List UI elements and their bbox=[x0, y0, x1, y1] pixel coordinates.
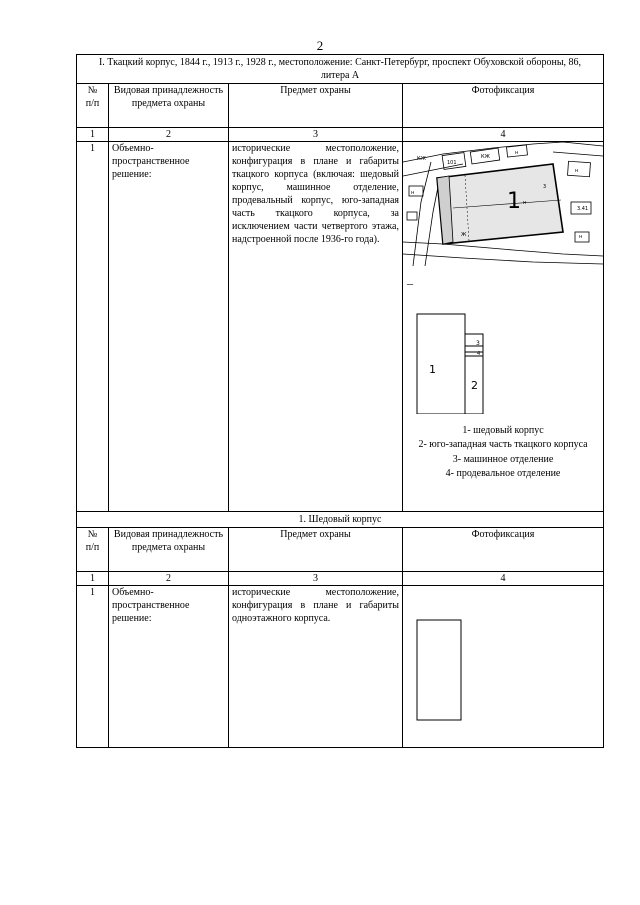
section1-colnum-row bbox=[77, 128, 604, 142]
photo-cell bbox=[403, 586, 604, 748]
section1-title: I. Ткацкий корпус, 1844 г., 1913 г., 1928 г., местоположение: Санкт-Петербург, проспект Обуховской обороны, 86, литера А bbox=[77, 55, 604, 84]
svg-text:3: 3 bbox=[543, 184, 547, 190]
scheme-label-1: 1 bbox=[429, 362, 436, 376]
legend-num: 1- bbox=[462, 424, 471, 436]
row-kind: Объемно-пространственное решение: bbox=[109, 142, 229, 512]
dash-mark: – bbox=[407, 276, 413, 290]
section2-data-row bbox=[77, 586, 604, 748]
row-num: 1 bbox=[77, 586, 109, 748]
svg-text:Ж: Ж bbox=[461, 232, 467, 238]
row-kind: Объемно-пространственное решение: bbox=[109, 586, 229, 748]
legend-num: 3- bbox=[452, 453, 462, 465]
map-building-label: 1 bbox=[507, 189, 521, 214]
legend-num: 4- bbox=[445, 468, 454, 480]
colnum: 2 bbox=[109, 128, 229, 142]
section1-data-row bbox=[77, 142, 604, 512]
header-photo: Фотофиксация bbox=[403, 84, 604, 128]
legend-text: шедовый корпус bbox=[473, 424, 544, 436]
header-num: № п/п bbox=[77, 528, 109, 572]
svg-text:3.41: 3.41 bbox=[577, 206, 589, 212]
header-kind: Видовая принадлежность предмета охраны bbox=[109, 84, 229, 128]
header-subject: Предмет охраны bbox=[229, 528, 403, 572]
site-plan-map bbox=[403, 142, 603, 266]
photo-cell bbox=[403, 142, 604, 512]
section2-title: 1. Шедовый корпус bbox=[77, 512, 604, 528]
colnum: 4 bbox=[403, 572, 604, 586]
section2-colnum-row bbox=[77, 572, 604, 586]
colnum: 2 bbox=[109, 572, 229, 586]
section1-header-row bbox=[77, 84, 604, 128]
colnum: 1 bbox=[77, 128, 109, 142]
section1-title-row bbox=[77, 55, 604, 84]
scheme-label-2: 2 bbox=[471, 378, 478, 392]
header-kind: Видовая принадлежность предмета охраны bbox=[109, 528, 229, 572]
building-scheme bbox=[403, 294, 603, 414]
section2-title-row bbox=[77, 512, 604, 528]
svg-text:н: н bbox=[579, 234, 583, 240]
colnum: 4 bbox=[403, 128, 604, 142]
shed-building-scheme bbox=[403, 606, 603, 736]
legend-item bbox=[403, 467, 603, 482]
row-subject: исторические местоположение, конфигурация в плане и габариты ткацкого корпуса (включая: шедовый корпус, машинное отделение, продевальный корпус, юго-западная часть ткацкого корпуса, за исключением части четвертого этажа, надстроенной после 1936-го года). bbox=[229, 142, 403, 512]
legend-item bbox=[403, 424, 603, 439]
legend-text: продевальное отделение bbox=[456, 468, 561, 480]
page-number: 2 bbox=[316, 38, 324, 53]
svg-text:н: н bbox=[575, 168, 579, 174]
svg-text:н: н bbox=[411, 190, 415, 196]
svg-text:н: н bbox=[515, 150, 519, 156]
legend-item bbox=[403, 453, 603, 468]
legend bbox=[403, 424, 603, 482]
svg-text:н: н bbox=[523, 200, 527, 206]
colnum: 1 bbox=[77, 572, 109, 586]
header-num: № п/п bbox=[77, 84, 109, 128]
colnum: 3 bbox=[229, 128, 403, 142]
scheme-label-4: 4 bbox=[477, 350, 481, 357]
row-subject: исторические местоположение, конфигурация в плане и габариты одноэтажного корпуса. bbox=[229, 586, 403, 748]
row-num: 1 bbox=[77, 142, 109, 512]
svg-text:КЖ: КЖ bbox=[481, 154, 490, 160]
legend-item bbox=[403, 438, 603, 453]
section2-header-row bbox=[77, 528, 604, 572]
legend-num: 2- bbox=[418, 439, 427, 451]
scheme-label-3: 3 bbox=[476, 339, 480, 347]
legend-text: машинное отделение bbox=[463, 453, 554, 465]
header-photo: Фотофиксация bbox=[403, 528, 604, 572]
svg-text:101: 101 bbox=[447, 160, 457, 166]
colnum: 3 bbox=[229, 572, 403, 586]
protection-table bbox=[76, 54, 604, 748]
header-subject: Предмет охраны bbox=[229, 84, 403, 128]
legend-text: юго-западная часть ткацкого корпуса bbox=[429, 439, 588, 451]
svg-text:КЖ: КЖ bbox=[417, 156, 426, 162]
